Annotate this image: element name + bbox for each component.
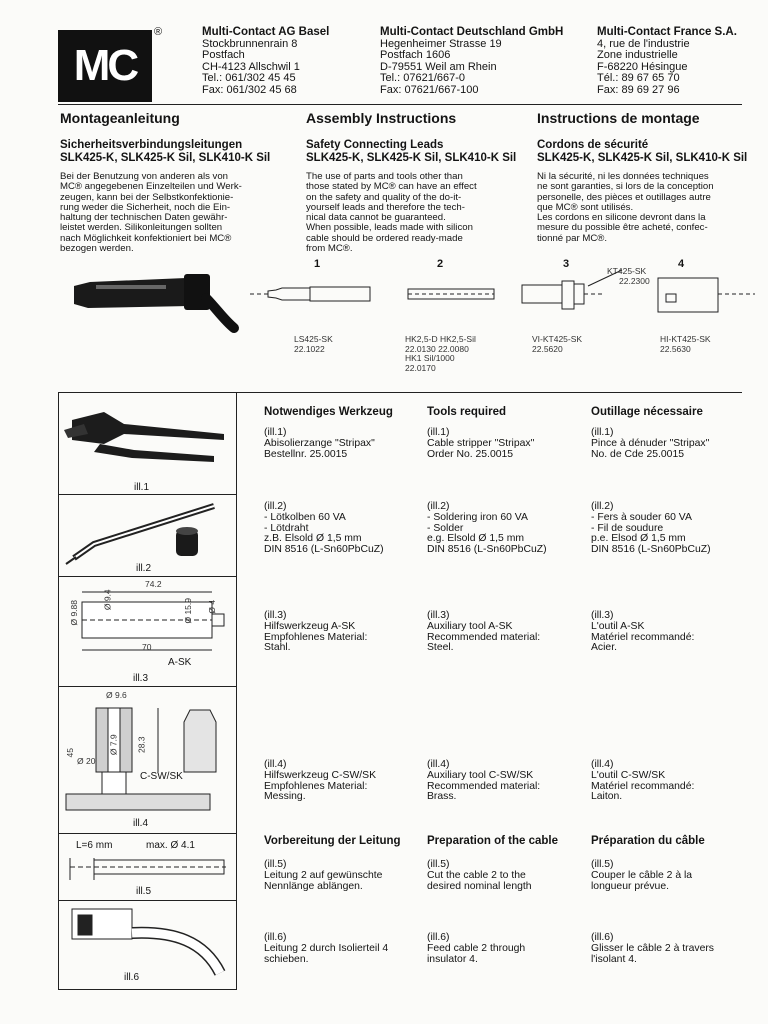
ill-ref: (ill.3)	[264, 610, 287, 621]
intro-line: MC® angegebenen Einzelteilen und Werk-	[60, 181, 242, 193]
ill6-text-fr	[591, 933, 714, 965]
text-line: longueur prévue.	[591, 880, 669, 892]
intro-line: nical data cannot be guaranteed.	[306, 212, 446, 224]
address-line: Stockbrunnenrain 8	[202, 37, 298, 50]
text-line: Recommended material:	[427, 780, 541, 792]
text-line: - Fers à souder 60 VA	[591, 511, 692, 523]
ill4-text-de	[264, 760, 376, 803]
ill-ref: (ill.5)	[591, 859, 614, 870]
intro-line: those stated by MC® can have an effect	[306, 181, 477, 193]
intro-line: rung weder die Sicherheit, noch die Ein-	[60, 201, 231, 213]
intro-line: que MC® sont utilisés.	[537, 201, 634, 213]
text-line: Acier.	[591, 642, 617, 654]
registered-mark: ®	[154, 26, 163, 38]
ill-ref: (ill.6)	[427, 932, 450, 943]
figure-divider	[58, 833, 236, 834]
ill-ref: (ill.3)	[591, 610, 614, 621]
stripper-tool-drawing	[64, 400, 232, 480]
figure-divider	[58, 576, 236, 577]
figure-divider	[58, 686, 236, 687]
dim-label: Ø 15.9	[183, 597, 194, 624]
text-line: Auxiliary tool C-SW/SK	[427, 769, 534, 781]
text-line: Empfohlenes Material:	[264, 780, 368, 792]
ill-ref: (ill.1)	[427, 427, 450, 438]
intro-line: haltung der technischen Daten gewähr-	[60, 212, 228, 224]
part-code: HK1 Sil/1000	[405, 353, 455, 363]
intro-line: personelle, des pièces et outillages autre	[537, 191, 711, 203]
company-name: Multi-Contact France S.A.	[597, 26, 737, 38]
text-line: Matériel recommandé:	[591, 780, 695, 792]
text-line: - Solder	[427, 522, 464, 534]
header-rule	[58, 104, 742, 105]
dim-total: 74.2	[145, 579, 162, 589]
intro-column-de	[60, 110, 280, 254]
part-order-no: 22.0170	[405, 362, 436, 373]
assembled-plug-photo	[66, 268, 242, 340]
text-line: e.g. Elsold Ø 1,5 mm	[427, 533, 525, 545]
part-order-no: 22.5620	[532, 343, 563, 354]
address-line: Postfach	[202, 49, 245, 62]
part-order-no: 22.1022	[294, 343, 325, 354]
tools-heading-en: Tools required	[427, 406, 507, 418]
text-line: Steel.	[427, 642, 454, 654]
company-name: Multi-Contact Deutschland GmbH	[380, 26, 564, 38]
dim-label: Ø 20	[77, 756, 96, 766]
ill-ref: (ill.2)	[427, 501, 450, 512]
address-line: Fax: 89 69 27 96	[597, 83, 680, 96]
ill-ref: (ill.4)	[427, 759, 450, 770]
intro-line: leistet werden. Silikonleitungen sollten	[60, 222, 223, 234]
column-heading: Assembly Instructions	[306, 110, 457, 126]
ill-ref: (ill.3)	[427, 610, 450, 621]
text-line: Leitung 2 auf gewünschte	[264, 869, 383, 881]
part-1-label	[294, 335, 333, 354]
text-line: No. de Cde 25.0015	[591, 448, 685, 460]
address-line: F-68220 Hésingue	[597, 60, 688, 73]
column-heading: Instructions de montage	[537, 110, 700, 126]
ill1-text-de	[264, 428, 375, 460]
part-4-label	[660, 335, 711, 354]
company-name: Multi-Contact AG Basel	[202, 26, 330, 38]
text-line: z.B. Elsold Ø 1,5 mm	[264, 533, 362, 545]
intro-text	[537, 172, 757, 244]
address-line: D-79551 Weil am Rhein	[380, 60, 497, 73]
cable-drawing	[66, 854, 232, 884]
soldering-iron-drawing	[64, 500, 232, 566]
part-code: HK2,5-D HK2,5-Sil	[405, 334, 476, 344]
dim-label: 45	[64, 748, 75, 758]
text-line: - Lötkolben 60 VA	[264, 511, 346, 523]
ill-label: ill.5	[136, 886, 152, 897]
intro-line: yourself leads and therefore the tech-	[306, 201, 465, 213]
text-line: - Lötdraht	[264, 522, 309, 534]
address-line: CH-4123 Allschwil 1	[202, 60, 300, 73]
tool-name: A-SK	[168, 657, 192, 668]
ill-ref: (ill.5)	[427, 859, 450, 870]
text-line: desired nominal length	[427, 880, 532, 892]
figure-divider	[58, 900, 236, 901]
part-code: HI-KT425-SK	[660, 334, 711, 344]
intro-text	[60, 172, 280, 254]
text-line: DIN 8516 (L-Sn60PbCuZ)	[427, 544, 547, 556]
intro-line: on the safety and quality of the do-it-	[306, 191, 462, 203]
ill1-text-fr	[591, 428, 709, 460]
text-line: Bestellnr. 25.0015	[264, 448, 348, 460]
text-line: Laiton.	[591, 791, 623, 803]
ill5-text-en	[427, 860, 532, 892]
ill-ref: (ill.2)	[264, 501, 287, 512]
kt-name: KT425-SK	[607, 266, 647, 276]
text-line: Nennlänge ablängen.	[264, 880, 363, 892]
dim-length: 70	[142, 642, 152, 652]
dim-strip: L=6 mm	[76, 840, 113, 851]
dim-label: Ø 9.6	[106, 690, 127, 700]
intro-line: zeugen, kann bei der Selbstkonfektionie-	[60, 191, 234, 203]
intro-line: When possible, leads made with silicon	[306, 222, 473, 234]
text-line: Cable stripper "Stripax"	[427, 437, 535, 449]
part-order-no: 22.0130 22.0080	[405, 343, 469, 354]
address-line: Tel.: 061/302 45 45	[202, 72, 296, 85]
address-france	[597, 27, 737, 97]
figure-divider	[58, 494, 236, 495]
intro-text	[306, 172, 526, 254]
text-line: Matériel recommandé:	[591, 631, 695, 643]
address-deutschland	[380, 27, 563, 97]
text-line: insulator 4.	[427, 953, 478, 965]
text-line: Recommended material:	[427, 631, 541, 643]
ill4-text-en	[427, 760, 540, 803]
ill2-text-de	[264, 502, 384, 556]
ill-label: ill.2	[136, 563, 152, 574]
address-line: Fax: 061/302 45 68	[202, 83, 297, 96]
text-line: - Soldering iron 60 VA	[427, 511, 528, 523]
text-line: l'isolant 4.	[591, 953, 637, 965]
ill6-text-en	[427, 933, 525, 965]
text-line: Empfohlenes Material:	[264, 631, 368, 643]
ill-ref: (ill.6)	[591, 932, 614, 943]
ill-ref: (ill.2)	[591, 501, 614, 512]
text-line: Brass.	[427, 791, 457, 803]
part-number-2: 2	[437, 258, 444, 270]
column-models: SLK425-K, SLK425-K Sil, SLK410-K Sil	[306, 151, 517, 164]
intro-line: bezogen werden.	[60, 243, 134, 255]
ill4-text-fr	[591, 760, 694, 803]
part-number-1: 1	[314, 258, 321, 270]
column-heading: Montageanleitung	[60, 110, 180, 126]
address-line: Hegenheimer Strasse 19	[380, 37, 502, 50]
intro-line: mesure du possible être acheté, confec-	[537, 222, 708, 234]
ill-ref: (ill.4)	[264, 759, 287, 770]
tool-name: C-SW/SK	[140, 771, 183, 782]
text-line: Cut the cable 2 to the	[427, 869, 526, 881]
part-number-4: 4	[678, 258, 685, 270]
intro-column-fr	[537, 110, 757, 244]
text-line: Hilfswerkzeug A-SK	[264, 620, 356, 632]
text-line: Order No. 25.0015	[427, 448, 514, 460]
dim-label: 28.3	[136, 736, 147, 754]
text-line: L'outil C-SW/SK	[591, 769, 666, 781]
text-line: p.e. Elsod Ø 1,5 mm	[591, 533, 686, 545]
ill2-text-en	[427, 502, 547, 556]
ill6-text-de	[264, 933, 388, 965]
address-line: Zone industrielle	[597, 49, 678, 62]
intro-line: cable should be ordered ready-made	[306, 232, 463, 244]
ill-label: ill.1	[134, 482, 150, 493]
text-line: schieben.	[264, 953, 309, 965]
column-subtitle: Sicherheitsverbindungsleitungen	[60, 139, 243, 151]
prep-heading-de: Vorbereitung der Leitung	[264, 835, 401, 847]
text-line: DIN 8516 (L-Sn60PbCuZ)	[264, 544, 384, 556]
intro-line: ne sont garanties, si lors de la conception	[537, 181, 714, 193]
part-code: LS425-SK	[294, 334, 333, 344]
intro-line: Ni la sécurité, ni les données techniques	[537, 171, 709, 182]
text-line: - Fil de soudure	[591, 522, 664, 534]
dim-diameter: max. Ø 4.1	[146, 840, 195, 851]
text-line: Auxiliary tool A-SK	[427, 620, 513, 632]
text-line: Couper le câble 2 à la	[591, 869, 693, 881]
intro-line: from MC®.	[306, 243, 353, 255]
address-line: Tel.: 07621/667-0	[380, 72, 466, 85]
text-line: DIN 8516 (L-Sn60PbCuZ)	[591, 544, 711, 556]
part-2-label	[405, 335, 476, 373]
ill3-text-en	[427, 611, 540, 654]
address-line: Fax: 07621/667-100	[380, 83, 479, 96]
intro-line: Les cordons en silicone devront dans la	[537, 212, 706, 224]
insulator-drawing	[64, 905, 234, 985]
text-line: L'outil A-SK	[591, 620, 645, 632]
part-order-no: 22.5630	[660, 343, 691, 354]
address-line: Tél.: 89 67 65 70	[597, 72, 680, 85]
text-line: Feed cable 2 through	[427, 942, 526, 954]
kt-number: 22.2300	[619, 275, 650, 286]
ill-ref: (ill.5)	[264, 859, 287, 870]
intro-line: tionné par MC®.	[537, 232, 607, 244]
address-basel	[202, 27, 329, 97]
text-line: Messing.	[264, 791, 306, 803]
column-subtitle: Safety Connecting Leads	[306, 139, 444, 151]
column-models: SLK425-K, SLK425-K Sil, SLK410-K Sil	[60, 151, 271, 164]
text-line: Glisser le câble 2 à travers	[591, 942, 715, 954]
ill-ref: (ill.1)	[591, 427, 614, 438]
ill2-text-fr	[591, 502, 711, 556]
ill1-text-en	[427, 428, 534, 460]
text-line: Abisolierzange "Stripax"	[264, 437, 375, 449]
dim-label: Ø 4	[207, 599, 218, 614]
text-line: Stahl.	[264, 642, 291, 654]
ill-ref: (ill.1)	[264, 427, 287, 438]
part-number-3: 3	[563, 258, 570, 270]
ill5-text-fr	[591, 860, 692, 892]
ill-label: ill.6	[124, 972, 140, 983]
ill3-text-de	[264, 611, 367, 654]
dim-label: Ø 9.88	[69, 599, 80, 626]
parts-drawing	[250, 280, 760, 320]
tools-heading-de: Notwendiges Werkzeug	[264, 406, 393, 418]
ill-label: ill.4	[133, 818, 149, 829]
column-models: SLK425-K, SLK425-K Sil, SLK410-K Sil	[537, 151, 748, 164]
ill-ref: (ill.6)	[264, 932, 287, 943]
prep-heading-fr: Préparation du câble	[591, 835, 705, 847]
dim-label: Ø 7.9	[108, 734, 119, 756]
ill-ref: (ill.4)	[591, 759, 614, 770]
ill-label: ill.3	[133, 673, 149, 684]
part-code: VI-KT425-SK	[532, 334, 583, 344]
ill3-text-fr	[591, 611, 694, 654]
prep-heading-en: Preparation of the cable	[427, 835, 559, 847]
intro-line: The use of parts and tools other than	[306, 171, 463, 182]
address-line: 4, rue de l'industrie	[597, 37, 690, 50]
intro-line: Bei der Benutzung von anderen als von	[60, 171, 229, 182]
text-line: Leitung 2 durch Isolierteil 4	[264, 942, 389, 954]
intro-column-en	[306, 110, 526, 254]
text-line: Hilfswerkzeug C-SW/SK	[264, 769, 377, 781]
mc-logo: MC	[58, 30, 152, 102]
intro-line: nach Möglichkeit konfektioniert bei MC®	[60, 232, 232, 244]
part-3-label	[532, 335, 582, 354]
text-line: Pince à dénuder "Stripax"	[591, 437, 710, 449]
address-line: Postfach 1606	[380, 49, 451, 62]
dim-label: Ø 9.4	[102, 589, 113, 611]
ill5-text-de	[264, 860, 382, 892]
column-subtitle: Cordons de sécurité	[537, 139, 649, 151]
tools-heading-fr: Outillage nécessaire	[591, 406, 703, 418]
